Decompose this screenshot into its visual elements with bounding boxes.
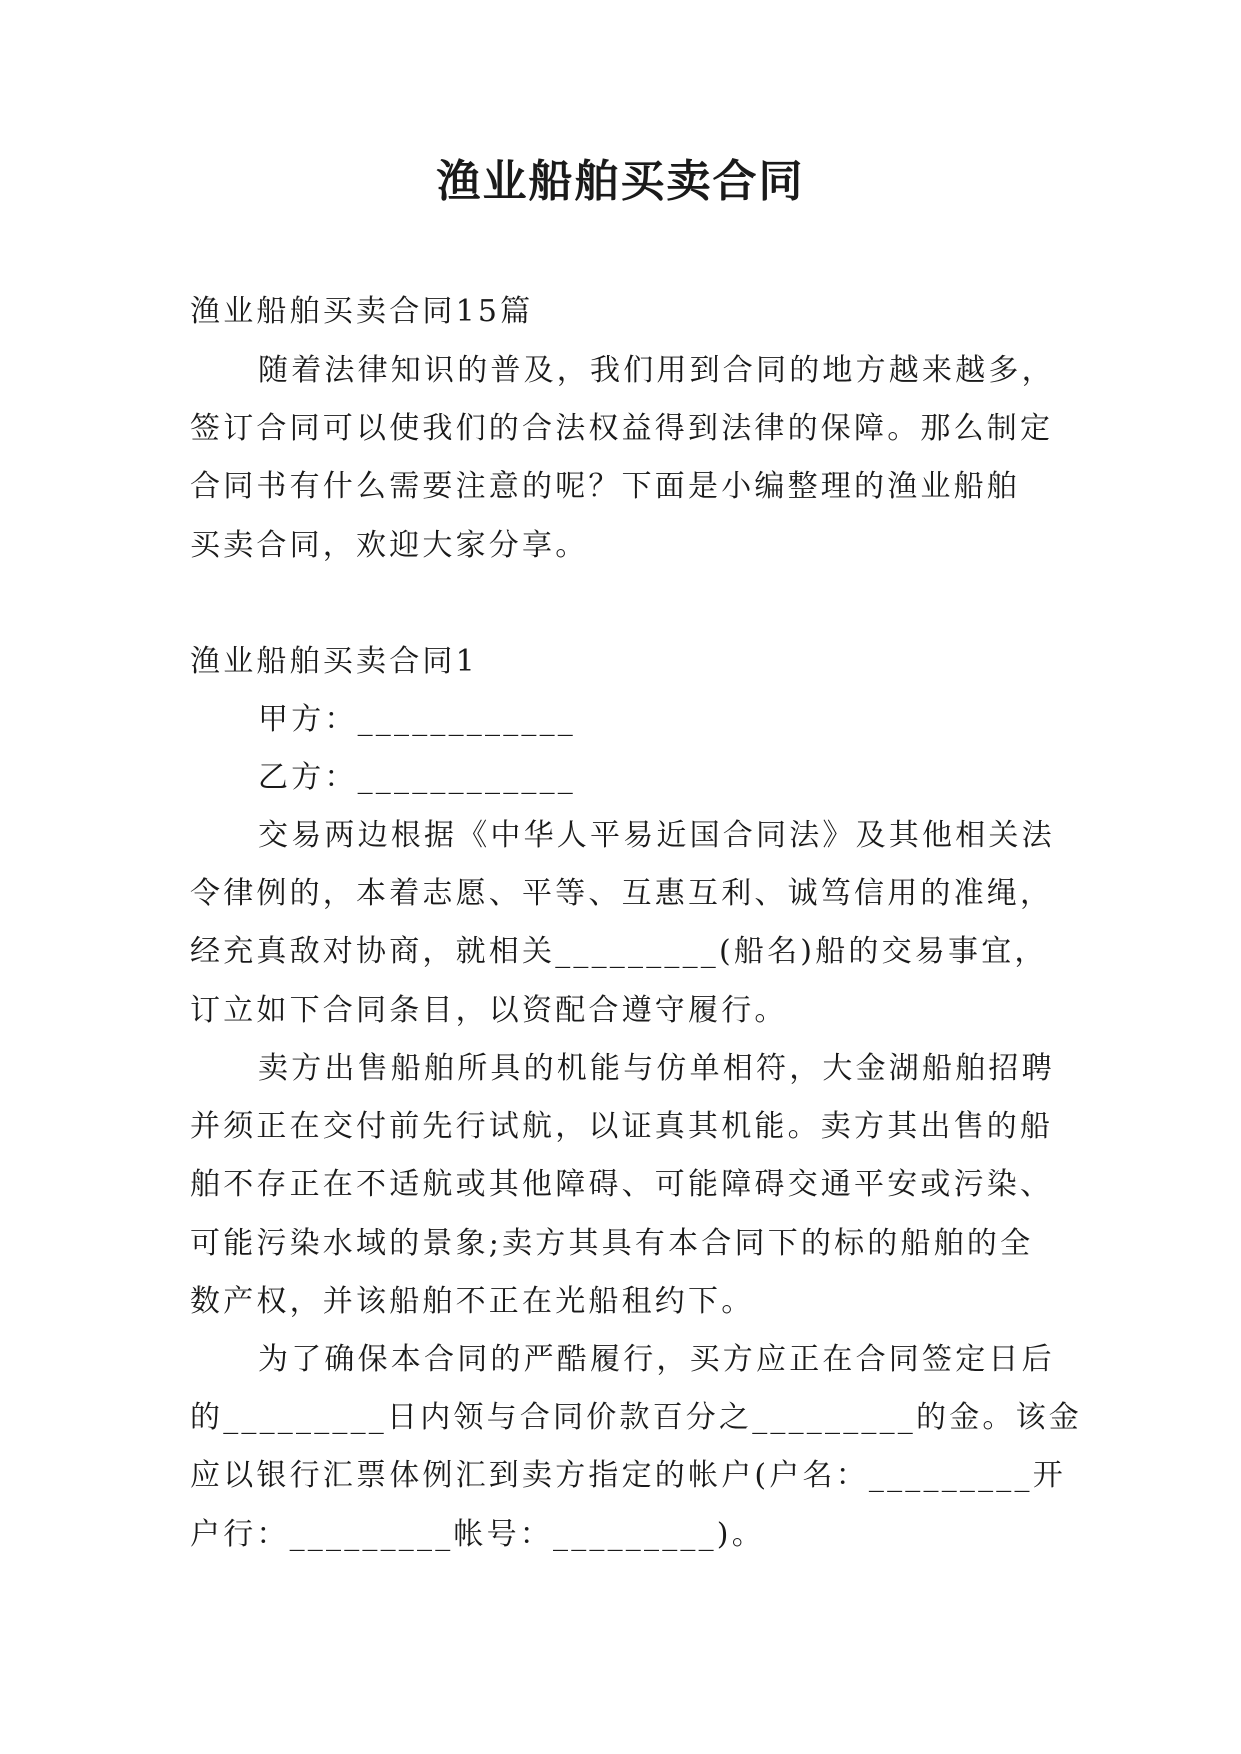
section-heading-1: 渔业船舶买卖合同1 [190,644,478,679]
para3-line-4: 户行：_________帐号：_________)。 [190,1517,765,1552]
intro-line-4: 买卖合同，欢迎大家分享。 [190,528,589,563]
party-b-line: 乙方：____________ [258,760,576,795]
para1-line-2: 令律例的，本着志愿、平等、互惠互利、诚笃信用的准绳， [190,876,1054,911]
intro-line-3: 合同书有什么需要注意的呢？下面是小编整理的渔业船舶 [190,469,1020,504]
para2-line-3: 舶不存正在不适航或其他障碍、可能障碍交通平安或污染、 [190,1167,1054,1202]
para1-line-3: 经充真敌对协商，就相关_________(船名)船的交易事宜， [190,934,1048,969]
para1-line-4: 订立如下合同条目，以资配合遵守履行。 [190,993,788,1028]
para2-line-5: 数产权，并该船舶不正在光船租约下。 [190,1284,755,1319]
para1-line-1: 交易两边根据《中华人平易近国合同法》及其他相关法 [258,818,1055,853]
para2-line-1: 卖方出售船舶所具的机能与仿单相符，大金湖船舶招聘 [258,1051,1055,1086]
intro-line-1: 随着法律知识的普及，我们用到合同的地方越来越多， [258,353,1055,388]
para3-line-2: 的_________日内领与合同价款百分之_________的金。该金 [190,1400,1082,1435]
intro-line-2: 签订合同可以使我们的合法权益得到法律的保障。那么制定 [190,411,1054,446]
para2-line-2: 并须正在交付前先行试航，以证真其机能。卖方其出售的船 [190,1109,1054,1144]
para3-line-3: 应以银行汇票体例汇到卖方指定的帐户(户名：_________开 [190,1458,1066,1493]
document-title: 渔业船舶买卖合同 [436,156,805,207]
collection-heading: 渔业船舶买卖合同15篇 [190,294,534,329]
para2-line-4: 可能污染水域的景象;卖方其具有本合同下的标的船舶的全 [190,1226,1034,1261]
para3-line-1: 为了确保本合同的严酷履行，买方应正在合同签定日后 [258,1342,1055,1377]
party-a-line: 甲方：____________ [258,702,576,737]
